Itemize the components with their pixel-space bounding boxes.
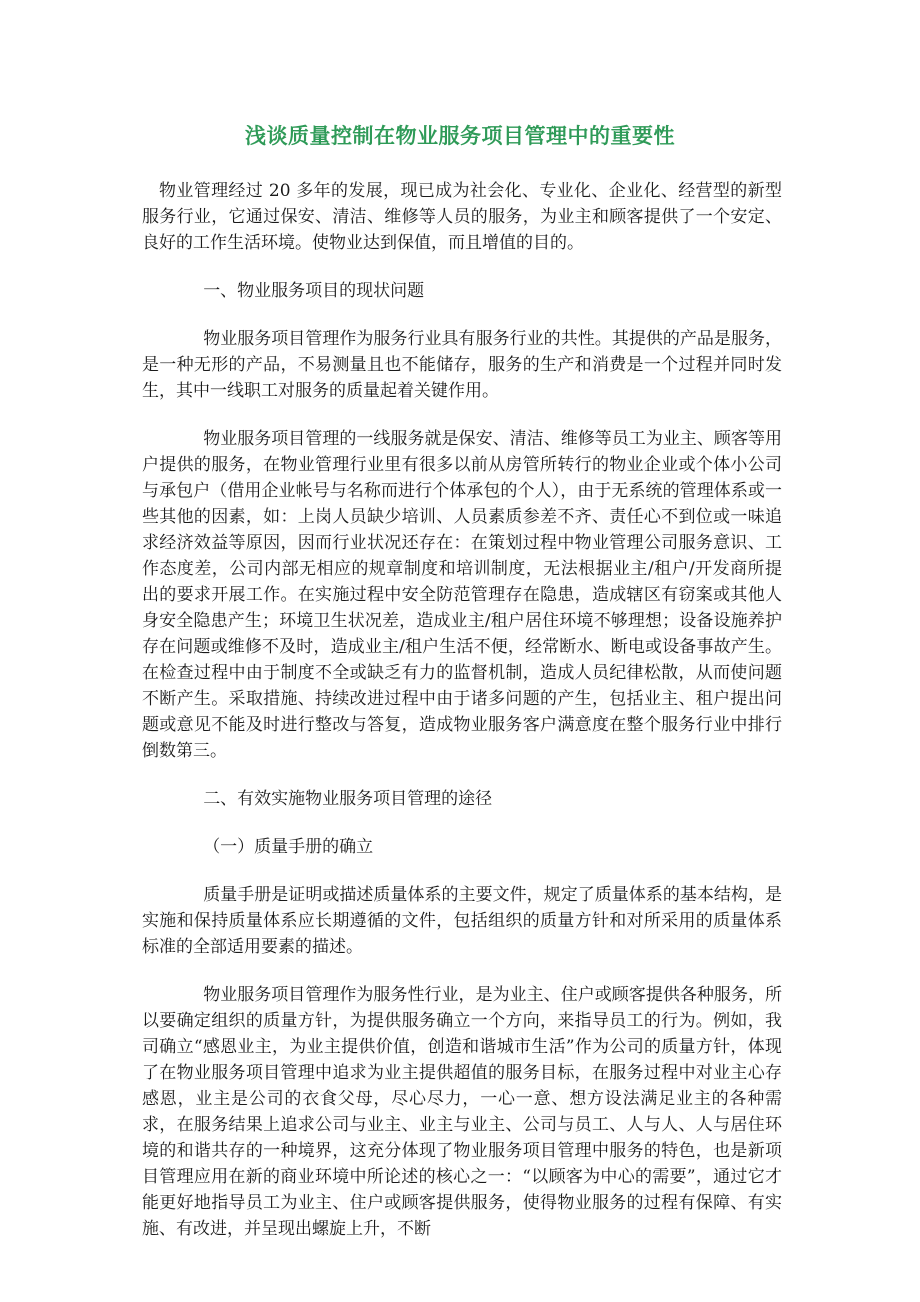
paragraph: 物业服务项目管理作为服务性行业，是为业主、住户或顾客提供各种服务，所以要确定组织的质量方针，为提供服务确立一个方向，来指导员工的行为。例如，我司确立“感恩业主，为业主提供价值，创造和谐城市生活”作为公司的质量方针，体现了在物业服务项目管理中追求为业主提供超值的服务目标，在服务过程中对业主心存感恩，业主是公司的衣食父母，尽心尽力，一心一意、想方设法满足业主的各种需求，在服务结果上追求公司与业主、业主与业主、公司与员工、人与人、人与居住环境的和谐共存的一种境界，这充分体现了物业服务项目管理中服务的特色，也是新项目管理应用在新的商业环境中所论述的核心之一：“以顾客为中心的需要”，通过它才能更好地指导员工为业主、住户或顾客提供服务，使得物业服务的过程有保障、有实施、有改进，并呈现出螺旋上升，不断 bbox=[142, 985, 782, 1239]
document-body bbox=[142, 178, 782, 1264]
document-title: 浅谈质量控制在物业服务项目管理中的重要性 bbox=[245, 123, 675, 148]
intro-paragraph: 物业管理经过 20 多年的发展，现已成为社会化、专业化、企业化、经营型的新型服务行业，它通过保安、清洁、维修等人员的服务，为业主和顾客提供了一个安定、良好的工作生活环境。使物业达到保值，而且增值的目的。 bbox=[142, 181, 782, 253]
section-heading-2: 二、有效实施物业服务项目管理的途径 bbox=[203, 789, 493, 809]
section-heading-1: 一、物业服务项目的现状问题 bbox=[203, 281, 425, 301]
subsection-heading-1: （一）质量手册的确立 bbox=[203, 837, 374, 857]
paragraph: 物业服务项目管理的一线服务就是保安、清洁、维修等员工为业主、顾客等用户提供的服务，在物业管理行业里有很多以前从房管所转行的物业企业或个体小公司与承包户（借用企业帐号与名称而进行个体承包的个人），由于无系统的管理体系或一些其他的因素，如：上岗人员缺少培训、人员素质参差不齐、责任心不到位或一味追求经济效益等原因，因而行业状况还存在：在策划过程中物业管理公司服务意识、工作态度差，公司内部无相应的规章制度和培训制度，无法根据业主/租户/开发商所提出的要求开展工作。在实施过程中安全防范管理存在隐患，造成辖区有窃案或其他人身安全隐患产生；环境卫生状况差，造成业主/租户居住环境不够理想；设备设施养护存在问题或维修不及时，造成业主/租户生活不便，经常断水、断电或设备事故产生。在检查过程中由于制度不全或缺乏有力的监督机制，造成人员纪律松散，从而使问题不断产生。采取措施、持续改进过程中由于诸多问题的产生，包括业主、租户提出问题或意见不能及时进行整改与答复，造成物业服务客户满意度在整个服务行业中排行倒数第三。 bbox=[142, 429, 782, 761]
paragraph: 质量手册是证明或描述质量体系的主要文件，规定了质量体系的基本结构，是实施和保持质量体系应长期遵循的文件，包括组织的质量方针和对所采用的质量体系标准的全部适用要素的描述。 bbox=[142, 885, 782, 957]
paragraph: 物业服务项目管理作为服务行业具有服务行业的共性。其提供的产品是服务，是一种无形的产品，不易测量且也不能储存，服务的生产和消费是一个过程并同时发生，其中一线职工对服务的质量起着关键作用。 bbox=[142, 329, 782, 401]
